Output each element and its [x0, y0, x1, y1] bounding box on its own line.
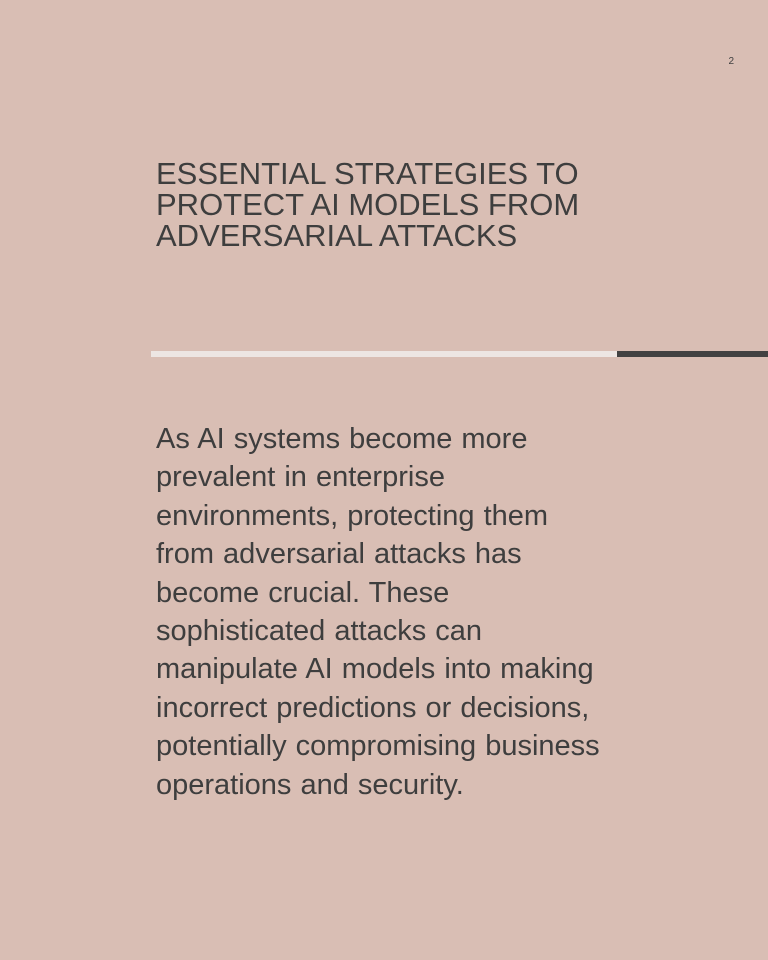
page-number: 2	[728, 56, 734, 67]
divider-light-segment	[151, 351, 617, 357]
divider-dark-segment	[617, 351, 768, 357]
slide-title: ESSENTIAL STRATEGIES TO PROTECT AI MODELS FROM ADVERSARIAL ATTACKS	[156, 156, 580, 253]
section-divider	[151, 351, 768, 357]
slide-body-text: As AI systems become more prevalent in enterprise environments, protecting them from adversarial attacks has become crucial. These sophisticated attacks can manipulate AI models into making incorrect predictions or decisions, potentially compromising business operations and security.	[156, 423, 600, 801]
